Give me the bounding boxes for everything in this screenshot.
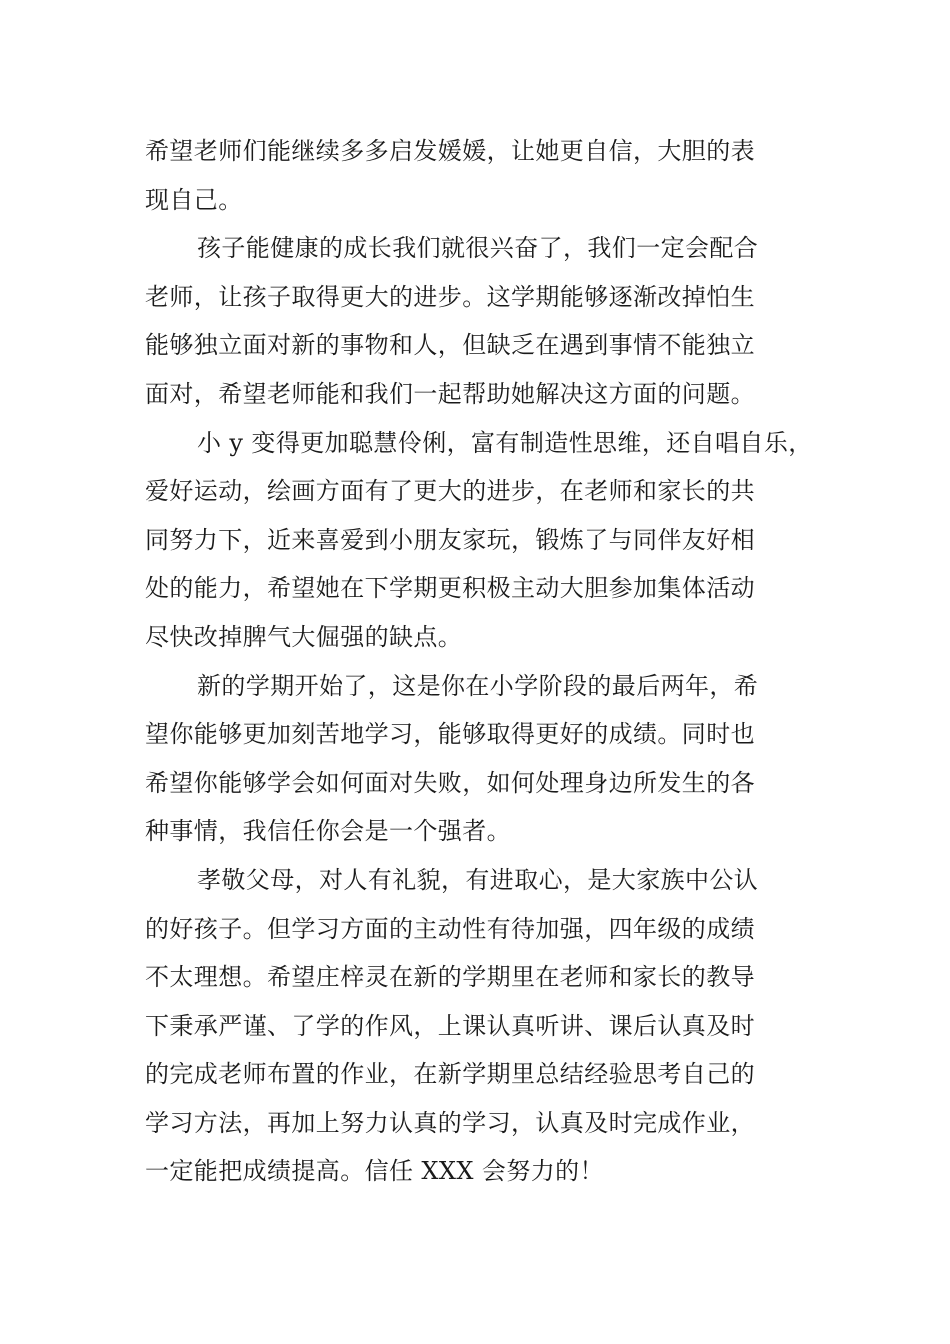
paragraph-5-line-7: 一定能把成绩提高。信任 XXX 会努力的！ — [145, 1157, 604, 1186]
paragraph-4-line-2: 望你能够更加刻苦地学习，能够取得更好的成绩。同时也 — [145, 720, 755, 749]
paragraph-5-line-5: 的完成老师布置的作业，在新学期里总结经验思考自己的 — [145, 1060, 755, 1089]
paragraph-3-line-5: 尽快改掉脾气大倔强的缺点。 — [145, 622, 463, 651]
document-body — [145, 127, 825, 1196]
paragraph-2-line-1: 孩子能健康的成长我们就很兴奋了，我们一定会配合 — [197, 234, 759, 263]
paragraph-5-line-1: 孝敬父母，对人有礼貌，有进取心，是大家族中公认 — [197, 865, 759, 894]
paragraph-1-line-2: 现自己。 — [145, 185, 243, 214]
paragraph-3-line-2: 爱好运动，绘画方面有了更大的进步，在老师和家长的共 — [145, 477, 755, 506]
paragraph-5-line-2: 的好孩子。但学习方面的主动性有待加强，四年级的成绩 — [145, 914, 755, 943]
paragraph-4-line-4: 种事情，我信任你会是一个强者。 — [145, 817, 511, 846]
paragraph-2-line-4: 面对，希望老师能和我们一起帮助她解决这方面的问题。 — [145, 379, 755, 408]
paragraph-4-line-3: 希望你能够学会如何面对失败，如何处理身边所发生的各 — [145, 768, 755, 797]
paragraph-3-line-4: 处的能力，希望她在下学期更积极主动大胆参加集体活动 — [145, 574, 755, 603]
paragraph-5-line-3: 不太理想。希望庄梓灵在新的学期里在老师和家长的教导 — [145, 963, 755, 992]
paragraph-4-line-1: 新的学期开始了，这是你在小学阶段的最后两年，希 — [197, 671, 759, 700]
paragraph-1-line-1: 希望老师们能继续多多启发媛媛，让她更自信，大胆的表 — [145, 137, 755, 165]
paragraph-3-line-1: 小 y 变得更加聪慧伶俐，富有制造性思维，还自唱自乐， — [197, 428, 813, 457]
paragraph-3-line-3: 同努力下，近来喜爱到小朋友家玩，锻炼了与同伴友好相 — [145, 525, 755, 554]
paragraph-2-line-3: 能够独立面对新的事物和人，但缺乏在遇到事情不能独立 — [145, 331, 755, 360]
paragraph-2-line-2: 老师，让孩子取得更大的进步。这学期能够逐渐改掉怕生 — [145, 282, 755, 311]
paragraph-5-line-6: 学习方法，再加上努力认真的学习，认真及时完成作业， — [145, 1108, 755, 1137]
paragraph-5-line-4: 下秉承严谨、了学的作风，上课认真听讲、课后认真及时 — [145, 1011, 755, 1040]
